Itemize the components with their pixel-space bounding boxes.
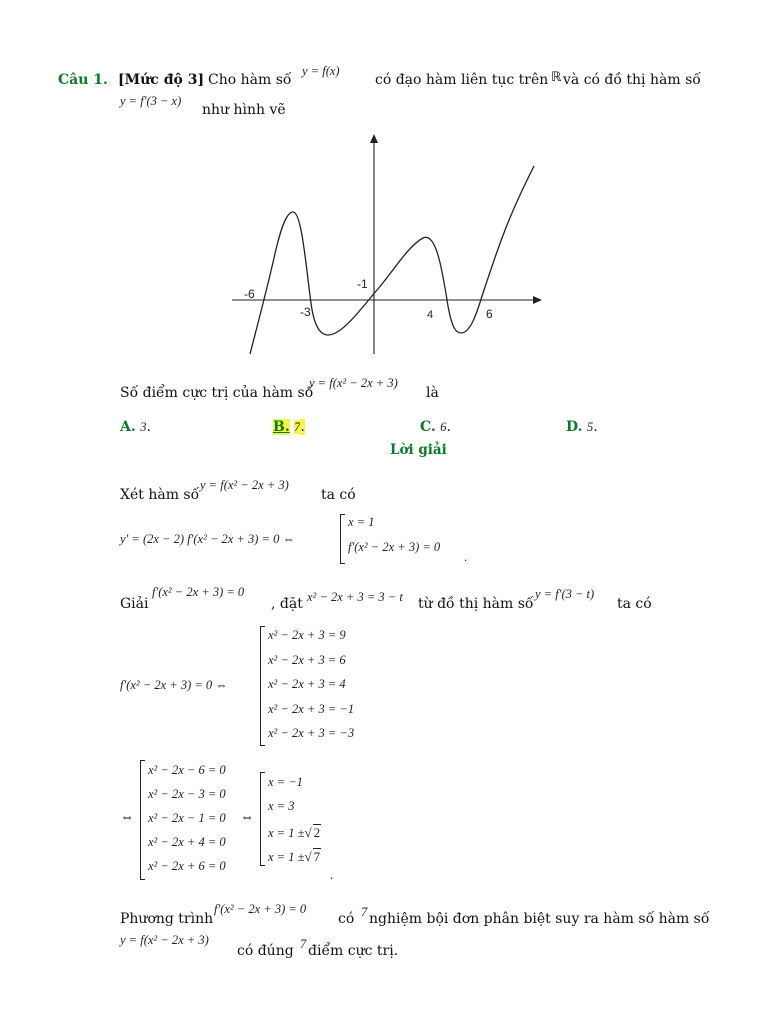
solution-p2-equation: f′(x² − 2x + 3) = 0 (152, 585, 245, 599)
option-a[interactable]: A. 3. (120, 419, 151, 435)
x-label-4: 4 (427, 309, 434, 321)
system1-line: x² − 2x + 3 = −1 (268, 702, 355, 716)
system2-line: x² − 2x + 6 = 0 (148, 859, 226, 873)
derivative-equation: y′ = (2x − 2) f′(x² − 2x + 3) = 0 ⇔ (120, 532, 295, 546)
equiv-symbol: ⇔ (120, 810, 134, 825)
ask-prefix: Số điểm cực trị của hàm số (120, 385, 314, 401)
system2-bracket (140, 760, 145, 880)
ask-suffix: là (426, 385, 439, 401)
solution-p3-count2: 7 (300, 937, 307, 951)
solution-p3-function: y = f(x² − 2x + 3) (120, 933, 209, 947)
case-1-line2: f′(x² − 2x + 3) = 0 (348, 540, 441, 554)
y-axis-arrow-icon (370, 134, 378, 143)
solution-p3-has2: có đúng (237, 943, 294, 959)
system3-line: x = 3 (268, 799, 295, 813)
solution-p3-prefix: Phương trình (120, 911, 214, 927)
solution-p1-prefix: Xét hàm số (120, 487, 200, 503)
solution-p3-count: 7 (361, 905, 368, 919)
solution-heading: Lời giải (390, 442, 447, 458)
system3-line-root2: x = 1 ±√ 2 (268, 825, 321, 840)
solution-p3-equation: f′(x² − 2x + 3) = 0 (214, 902, 307, 916)
x-axis-arrow-icon (533, 296, 542, 304)
question-text-4: như hình vẽ (202, 102, 286, 118)
system1-line: x² − 2x + 3 = −3 (268, 726, 355, 740)
system1-line: x² − 2x + 3 = 9 (268, 628, 346, 642)
option-b-correct[interactable]: B. 7. (273, 419, 305, 435)
solution-p1-function: y = f(x² − 2x + 3) (200, 478, 289, 492)
solution-p2-prefix: Giải (120, 596, 149, 612)
x-label-6: 6 (486, 307, 493, 321)
system3-bracket (260, 772, 265, 866)
system2-line: x² − 2x − 3 = 0 (148, 787, 226, 801)
y-label-neg1: -1 (357, 277, 368, 291)
system1-line: x² − 2x + 3 = 6 (268, 653, 346, 667)
system2-line: x² − 2x + 4 = 0 (148, 835, 226, 849)
solution-p2-function: y = f′(3 − t) (535, 587, 595, 601)
graph-function: y = f′(3 − x) (120, 94, 182, 108)
ask-function: y = f(x² − 2x + 3) (309, 376, 398, 390)
solution-p1-suffix: ta có (321, 487, 356, 503)
system1-bracket (260, 626, 265, 746)
system3-line: x = −1 (268, 775, 303, 789)
system3-line-root7: x = 1 ±√ 7 (268, 849, 321, 864)
derivative-graph (220, 128, 550, 360)
curve-f-prime (250, 166, 534, 354)
question-text-2: có đạo hàm liên tục trên (375, 72, 549, 88)
x-label-neg3: -3 (300, 305, 311, 319)
system2-line: x² − 2x − 6 = 0 (148, 763, 226, 777)
case-bracket (340, 514, 345, 564)
solution-p2-substitution: x² − 2x + 3 = 3 − t (307, 590, 403, 604)
question-text-3: và có đồ thị hàm số (563, 72, 701, 88)
solution-p2-mid: , đặt (271, 596, 303, 612)
option-d[interactable]: D. 5. (566, 419, 598, 435)
difficulty-level: [Mức độ 3] (118, 72, 205, 88)
solution-p2-suffix: ta có (617, 596, 652, 612)
equiv-symbol-2: ⇔ (240, 810, 254, 825)
solution-p3-text: nghiệm bội đơn phân biệt suy ra hàm số hàm số (369, 911, 710, 927)
system1-line: x² − 2x + 3 = 4 (268, 677, 346, 691)
option-c[interactable]: C. 6. (420, 419, 451, 435)
solution-p3-has: có (338, 911, 355, 927)
question-intro: Cho hàm số (208, 72, 292, 88)
real-set-symbol: ℝ (551, 70, 562, 85)
x-label-neg6: -6 (244, 287, 255, 301)
solution-p2-text: từ đồ thị hàm số (418, 596, 534, 612)
function-fx: y = f(x) (302, 64, 340, 78)
case-1-line1: x = 1 (348, 515, 375, 529)
system1-lhs: f′(x² − 2x + 3) = 0 ⇔ (120, 678, 228, 692)
question-number: Câu 1. (58, 72, 108, 88)
system2-line: x² − 2x − 1 = 0 (148, 811, 226, 825)
solution-p3-end: điểm cực trị. (308, 943, 399, 959)
